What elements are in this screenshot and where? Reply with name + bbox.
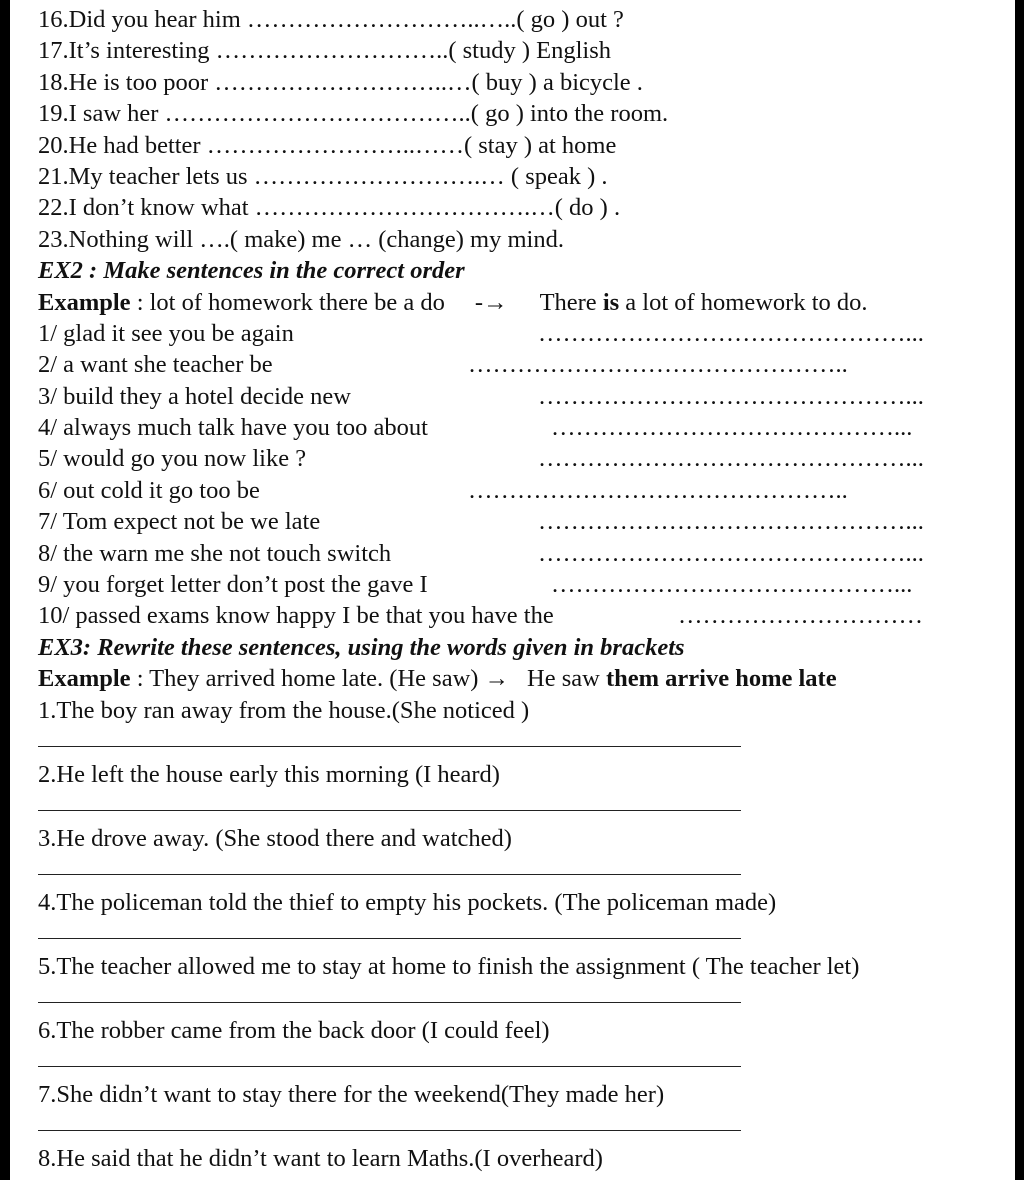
ex1-item-23: 23.Nothing will ….( make) me … (change) my mind. [38, 225, 564, 253]
ex2-item-prompt: 10/ passed exams know happy I be that you have the [38, 602, 554, 630]
ex2-item-prompt: 9/ you forget letter don’t post the gave I [38, 571, 428, 599]
ex3-example-label: Example [38, 665, 131, 693]
ex2-item-blank[interactable]: ………………………………………... [538, 319, 924, 347]
ex2-item-prompt: 3/ build they a hotel decide new [38, 382, 351, 410]
ex2-item-blank[interactable]: ………………………………………... [538, 508, 924, 536]
ex2-example-answer-bold: is [602, 288, 620, 316]
ex3-example-answer-bold: them arrive home late [605, 665, 837, 693]
ex2-item-blank[interactable]: ………………………… [678, 602, 923, 630]
ex2-item-3 [38, 381, 1012, 412]
scan-border-left [0, 0, 10, 1180]
ex2-item-blank[interactable]: ……………………………………... [551, 571, 913, 599]
ex2-example-answer-start: There [539, 288, 603, 316]
ex2-item-prompt: 6/ out cold it go too be [38, 476, 260, 504]
ex2-item-5 [38, 443, 1012, 474]
ex1-item-21: 21.My teacher lets us ……………………….… ( speak ) . [38, 162, 608, 190]
ex2-item-blank[interactable]: ………………………………………... [538, 539, 924, 567]
ex3-example-answer-start: He saw [527, 665, 606, 693]
ex3-answer-line-2[interactable] [38, 790, 1012, 823]
ex2-item-blank[interactable]: ………………………………………... [538, 382, 924, 410]
ex3-item-5: 5.The teacher allowed me to stay at home to finish the assignment ( The teacher let) [38, 952, 860, 980]
ex2-example-answer-end: a lot of homework to do. [619, 288, 868, 316]
ex2-item-4 [38, 412, 1012, 443]
ex3-item-2: 2.He left the house early this morning (I heard) [38, 760, 500, 788]
ex2-item-2 [38, 349, 1012, 380]
ex3-answer-line-3[interactable] [38, 854, 1012, 887]
ex2-example-arrow: -→ [474, 288, 508, 316]
ex2-item-7 [38, 506, 1012, 537]
ex2-item-6 [38, 475, 1012, 506]
ex2-example-prompt: : lot of homework there be a do [130, 288, 445, 316]
ex3-item-8: 8.He said that he didn’t want to learn Maths.(I overheard) [38, 1144, 603, 1172]
scan-border-right [1015, 0, 1024, 1180]
ex2-item-prompt: 1/ glad it see you be again [38, 319, 294, 347]
ex1-item-17: 17.It’s interesting ………………………..( study ) English [38, 37, 611, 65]
ex3-item-7: 7.She didn’t want to stay there for the weekend(They made her) [38, 1080, 665, 1108]
ex2-item-1 [38, 318, 1012, 349]
ex3-answer-line-4[interactable] [38, 918, 1012, 951]
ex2-item-prompt: 2/ a want she teacher be [38, 351, 273, 379]
ex3-answer-line-5[interactable] [38, 982, 1012, 1015]
ex3-example-prompt: : They arrived home late. (He saw) [130, 665, 485, 693]
ex3-answer-line-7[interactable] [38, 1110, 1012, 1143]
ex2-item-blank[interactable]: ……………………………………….. [468, 476, 848, 504]
worksheet-content [38, 0, 1012, 1174]
ex3-answer-line-1[interactable] [38, 726, 1012, 759]
ex3-item-1: 1.The boy ran away from the house.(She noticed ) [38, 696, 530, 724]
ex2-example-label: Example [38, 288, 131, 316]
ex1-item-18: 18.He is too poor ………………………..…( buy ) a bicycle . [38, 68, 643, 96]
ex2-item-blank[interactable]: ………………………………………... [538, 445, 924, 473]
ex1-item-19: 19.I saw her ………………………………..( go ) into the room. [38, 100, 669, 128]
ex2-item-blank[interactable]: ……………………………………….. [468, 351, 848, 379]
ex2-item-prompt: 4/ always much talk have you too about [38, 414, 428, 442]
ex2-item-9 [38, 569, 1012, 600]
ex3-answer-line-6[interactable] [38, 1046, 1012, 1079]
ex3-item-4: 4.The policeman told the thief to empty his pockets. (The policeman made) [38, 888, 777, 916]
ex3-item-6: 6.The robber came from the back door (I could feel) [38, 1016, 550, 1044]
ex3-item-3: 3.He drove away. (She stood there and watched) [38, 824, 512, 852]
ex1-item-22: 22.I don’t know what …………………………….…( do ) . [38, 194, 621, 222]
ex2-item-blank[interactable]: ……………………………………... [551, 414, 913, 442]
ex3-example-arrow: → [484, 665, 510, 693]
ex3-example [38, 663, 1012, 694]
ex2-item-prompt: 8/ the warn me she not touch switch [38, 539, 392, 567]
ex1-item-20: 20.He had better ……………………..……( stay ) at home [38, 131, 617, 159]
ex2-item-8 [38, 538, 1012, 569]
ex1-item-16: 16.Did you hear him ………………………..…..( go ) out ? [38, 6, 624, 33]
ex2-item-prompt: 7/ Tom expect not be we late [38, 508, 321, 536]
ex3-heading: EX3: Rewrite these sentences, using the words given in brackets [38, 633, 685, 661]
ex2-heading: EX2 : Make sentences in the correct order [38, 257, 465, 285]
ex2-item-prompt: 5/ would go you now like ? [38, 445, 307, 473]
ex2-example [38, 287, 1012, 318]
ex2-item-10 [38, 600, 1012, 631]
